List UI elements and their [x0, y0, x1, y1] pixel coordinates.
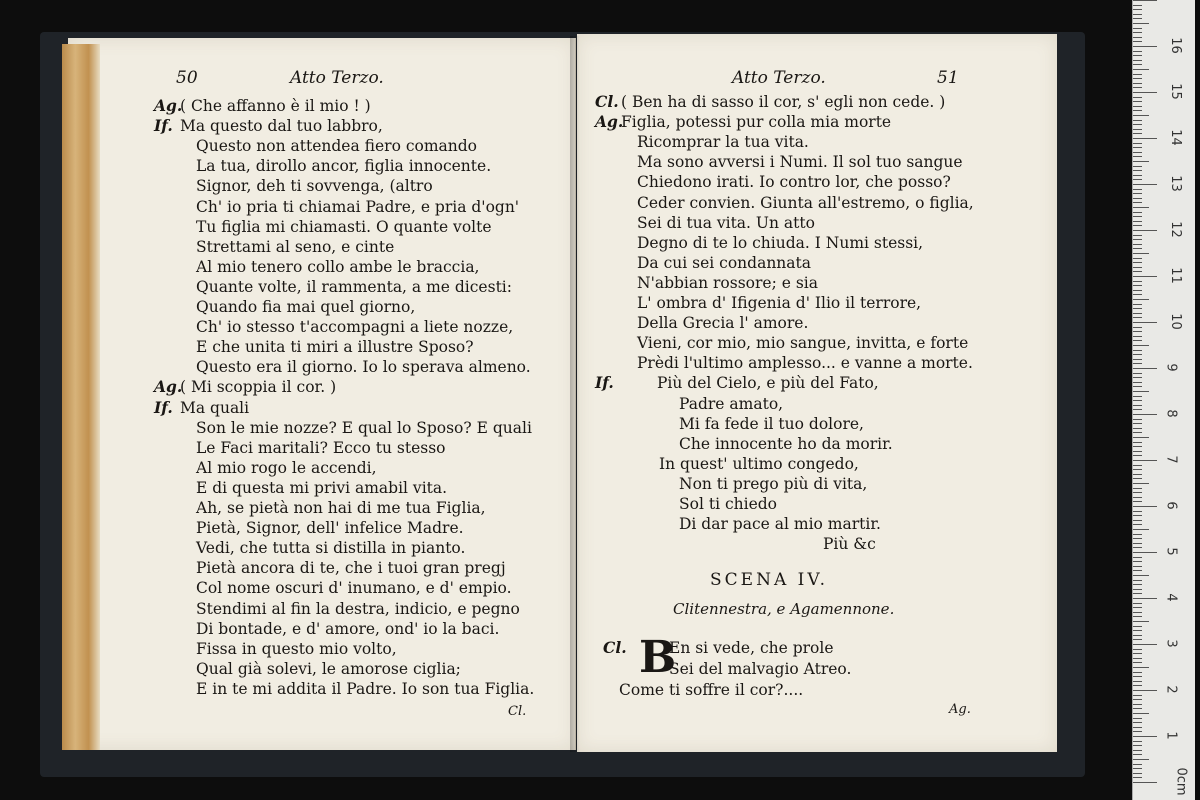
ruler-number: 0cm	[1173, 767, 1189, 796]
verse-text: Questo non attendea fiero comando	[196, 137, 478, 156]
verse-text: Che innocente ho da morir.	[679, 434, 893, 453]
ruler-tick	[1133, 713, 1149, 714]
ruler-tick	[1133, 658, 1142, 659]
ruler-tick	[1133, 754, 1142, 755]
ruler-tick	[1133, 768, 1142, 769]
ruler-tick	[1133, 511, 1142, 512]
ruler-tick	[1133, 212, 1142, 213]
ruler-number: 4	[1163, 593, 1179, 602]
ruler-tick	[1133, 175, 1142, 176]
ruler-tick	[1133, 166, 1142, 167]
ruler-tick	[1133, 193, 1142, 194]
ruler-tick	[1133, 607, 1142, 608]
verse-text: Son le mie nozze? E qual lo Sposo? E quali	[196, 418, 532, 437]
verse-text: Strettami al seno, e cinte	[196, 237, 395, 256]
ruler-tick	[1133, 741, 1142, 742]
ruler-tick	[1133, 649, 1142, 650]
text-line	[154, 96, 371, 116]
text-line	[595, 373, 879, 393]
ruler-tick	[1133, 239, 1142, 240]
verse-text: Ch' io pria ti chiamai Padre, e pria d'ogn'	[196, 197, 520, 216]
ruler-tick	[1133, 557, 1142, 558]
ruler-tick	[1133, 317, 1142, 318]
ruler-tick	[1133, 152, 1142, 153]
ruler-tick	[1133, 354, 1142, 355]
verse-text: Al mio rogo le accendi,	[196, 458, 377, 477]
verse-text: Più &c	[823, 535, 876, 554]
verse-text: Mi fa fede il tuo dolore,	[679, 414, 864, 433]
verse-text: Degno di te lo chiuda. I Numi stessi,	[637, 233, 924, 252]
ruler-tick	[1133, 0, 1157, 1]
ruler-tick	[1133, 313, 1142, 314]
ruler-tick	[1133, 575, 1149, 576]
ruler-tick	[1133, 685, 1142, 686]
ruler-tick	[1133, 55, 1142, 56]
ruler-tick	[1133, 46, 1157, 47]
verse-text: E che unita ti miri a illustre Sposo?	[196, 338, 474, 357]
verse-text: Di bontade, e d' amore, ond' io la baci.	[196, 619, 500, 638]
ruler-tick	[1133, 419, 1142, 420]
scene-persons: Clitennestra, e Agamennone.	[673, 600, 895, 618]
ruler-tick	[1133, 60, 1142, 61]
verse-text: Più del Cielo, e più del Fato,	[657, 374, 879, 393]
verse-text: En si vede, che prole	[669, 639, 834, 657]
ruler-tick	[1133, 708, 1142, 709]
ruler-tick	[1133, 704, 1142, 705]
ruler-number: 14	[1167, 129, 1183, 146]
verse-text: Ricomprar la tua vita.	[637, 133, 809, 152]
ruler-tick	[1133, 699, 1142, 700]
speaker-label: If.	[595, 373, 614, 393]
verse-text: Al mio tenero collo ambe le braccia,	[196, 257, 480, 276]
ruler-tick	[1133, 580, 1142, 581]
ruler-tick	[1133, 442, 1142, 443]
ruler-tick	[1133, 561, 1142, 562]
ruler-number: 15	[1167, 83, 1183, 100]
ruler-tick	[1133, 23, 1149, 24]
speaker-label: If.	[154, 116, 173, 136]
verse-text: Ma sono avversi i Numi. Il sol tuo sangue	[637, 153, 963, 172]
ruler-tick	[1133, 308, 1142, 309]
text-line	[154, 397, 250, 418]
ruler-number: 5	[1163, 547, 1179, 556]
ruler-tick	[1133, 667, 1149, 668]
verse-text: Ma questo dal tuo labbro,	[180, 117, 383, 136]
speaker-label: Ag.	[595, 112, 624, 132]
ruler-tick	[1133, 28, 1142, 29]
ruler-tick	[1133, 202, 1142, 203]
verse-text: Quante volte, il rammenta, a me dicesti:	[196, 277, 512, 296]
ruler-tick	[1133, 124, 1142, 125]
ruler-tick	[1133, 363, 1142, 364]
ruler-tick	[1133, 101, 1142, 102]
speaker-label: Ag.	[154, 96, 183, 115]
verse-text: Questo era il giorno. Io lo sperava almeno.	[196, 358, 531, 377]
ruler-tick	[1133, 612, 1142, 613]
ruler-number: 6	[1163, 501, 1179, 510]
ruler-tick	[1133, 635, 1142, 636]
ruler-number: 10	[1167, 313, 1183, 330]
verse-text: Pietà ancora di te, che i tuoi gran pregj	[196, 559, 506, 578]
text-line	[595, 92, 946, 112]
ruler-tick	[1133, 120, 1142, 121]
ruler-tick	[1133, 437, 1149, 438]
ruler-tick	[1133, 281, 1142, 282]
ruler-tick	[1133, 524, 1142, 525]
ruler-tick	[1133, 639, 1142, 640]
ruler-tick	[1133, 304, 1142, 305]
verse-text: Qual già solevi, le amorose ciglia;	[196, 659, 461, 678]
verse-text: Non ti prego più di vita,	[679, 474, 868, 493]
ruler-tick	[1133, 235, 1142, 236]
ruler-tick	[1133, 506, 1157, 507]
ruler-tick	[1133, 271, 1142, 272]
verse-text: Vedi, che tutta si distilla in pianto.	[196, 539, 466, 558]
verse-text: Di dar pace al mio martir.	[679, 515, 881, 534]
ruler-tick	[1133, 350, 1142, 351]
ruler-tick	[1133, 676, 1142, 677]
ruler-tick	[1133, 589, 1142, 590]
ruler-tick	[1133, 368, 1157, 369]
verse-text: La tua, dirollo ancor, figlia innocente.	[196, 157, 492, 176]
speaker-label: Ag.	[154, 377, 183, 397]
verse-text: Della Grecia l' amore.	[637, 314, 809, 333]
ruler-tick	[1133, 644, 1157, 645]
ruler-tick	[1133, 497, 1142, 498]
ruler-tick	[1133, 161, 1149, 162]
ruler-tick	[1133, 681, 1142, 682]
ruler-tick	[1133, 396, 1142, 397]
ruler-tick	[1133, 529, 1149, 530]
ruler-tick	[1133, 258, 1142, 259]
speaker-label: Cl.	[603, 638, 627, 657]
ruler-tick	[1133, 373, 1142, 374]
speaker-label: If.	[154, 397, 173, 417]
verse-text: Chiedono irati. Io contro lor, che posso?	[637, 173, 951, 192]
ruler-tick	[1133, 51, 1142, 52]
ruler-tick	[1133, 129, 1142, 130]
ruler-tick	[1133, 538, 1142, 539]
ruler-tick	[1133, 184, 1157, 185]
ruler-tick	[1133, 87, 1142, 88]
ruler-tick	[1133, 731, 1142, 732]
text-line	[154, 116, 383, 136]
ruler-tick	[1133, 9, 1142, 10]
ruler-tick	[1133, 18, 1142, 19]
ruler-tick	[1133, 138, 1157, 139]
ruler-number: 11	[1167, 267, 1183, 284]
ruler-tick	[1133, 552, 1157, 553]
ruler-tick	[1133, 446, 1142, 447]
ruler-tick	[1133, 37, 1142, 38]
ruler-tick	[1133, 566, 1142, 567]
ruler-tick	[1133, 773, 1142, 774]
verse-text: Prèdi l'ultimo amplesso... e vanne a morte.	[637, 354, 973, 373]
ruler-tick	[1133, 745, 1142, 746]
ruler-tick	[1133, 690, 1157, 691]
verse-text: Le Faci maritali? Ecco tu stesso	[196, 438, 446, 457]
left-page	[68, 38, 576, 750]
ruler-tick	[1133, 515, 1142, 516]
ruler-tick	[1133, 483, 1149, 484]
ruler-number: 2	[1163, 685, 1179, 694]
ruler-tick	[1133, 207, 1149, 208]
ruler-tick	[1133, 777, 1142, 778]
ruler-tick	[1133, 501, 1142, 502]
verse-text: E in te mi addita il Padre. Io son tua Figlia.	[196, 679, 535, 698]
ruler-number: 13	[1167, 175, 1183, 192]
scene-title: SCENA IV.	[710, 570, 829, 590]
ruler-tick	[1133, 170, 1142, 171]
ruler-tick	[1133, 428, 1142, 429]
verse-text: Ch' io stesso t'accompagni a liete nozze,	[196, 318, 514, 337]
ruler-tick	[1133, 267, 1142, 268]
verse-text: ( Che affanno è il mio ! )	[180, 97, 371, 115]
ruler-tick	[1133, 179, 1142, 180]
ruler-tick	[1133, 294, 1142, 295]
ruler-tick	[1133, 299, 1149, 300]
ruler-tick	[1133, 414, 1157, 415]
verse-text: N'abbian rossore; e sia	[637, 273, 818, 292]
verse-text: Sei del malvagio Atreo.	[669, 660, 852, 678]
ruler-tick	[1133, 455, 1142, 456]
verse-text: Sei di tua vita. Un atto	[637, 213, 815, 232]
verse-text: Ceder convien. Giunta all'estremo, o figlia,	[637, 193, 974, 212]
verse-text: In quest' ultimo congedo,	[659, 454, 859, 473]
ruler-tick	[1133, 92, 1157, 93]
ruler-tick	[1133, 736, 1157, 737]
ruler-tick	[1133, 616, 1142, 617]
ruler-tick	[1133, 750, 1142, 751]
ruler-tick	[1133, 405, 1142, 406]
ruler-tick	[1133, 5, 1142, 6]
ruler-tick	[1133, 534, 1142, 535]
verse-text: E di questa mi privi amabil vita.	[196, 478, 448, 497]
ruler-tick	[1133, 83, 1142, 84]
ruler-tick	[1133, 400, 1142, 401]
ruler-tick	[1133, 377, 1142, 378]
ruler-tick	[1133, 225, 1142, 226]
ruler-tick	[1133, 345, 1149, 346]
ruler-tick	[1133, 759, 1149, 760]
drop-cap: B	[639, 632, 677, 683]
verse-text: Tu figlia mi chiamasti. O quante volte	[196, 217, 492, 236]
left-running-head: Atto Terzo.	[290, 68, 384, 88]
ruler-tick	[1133, 423, 1142, 424]
ruler-tick	[1133, 718, 1142, 719]
ruler-tick	[1133, 488, 1142, 489]
ruler-tick	[1133, 133, 1142, 134]
ruler-tick	[1133, 782, 1157, 783]
ruler-tick	[1133, 764, 1142, 765]
verse-text: Padre amato,	[679, 394, 784, 413]
ruler-tick	[1133, 653, 1142, 654]
ruler-tick	[1133, 598, 1157, 599]
verse-text: Pietà, Signor, dell' infelice Madre.	[196, 519, 464, 538]
ruler-tick	[1133, 722, 1142, 723]
ruler-number: 7	[1163, 455, 1179, 464]
verse-text: ( Mi scoppia il cor. )	[180, 378, 337, 397]
ruler-tick	[1133, 672, 1142, 673]
ruler-number: 3	[1163, 639, 1179, 648]
verse-text: Come ti soffre il cor?....	[619, 681, 804, 699]
ruler-tick	[1133, 216, 1142, 217]
verse-text: Ah, se pietà non hai di me tua Figlia,	[196, 499, 486, 517]
ruler-tick	[1133, 386, 1142, 387]
ruler-tick	[1133, 285, 1142, 286]
ruler-tick	[1133, 41, 1142, 42]
ruler-tick	[1133, 106, 1142, 107]
measuring-ruler	[1132, 0, 1195, 800]
right-running-head: Atto Terzo.	[732, 68, 826, 88]
ruler-tick	[1133, 189, 1142, 190]
ruler-tick	[1133, 78, 1142, 79]
ruler-tick	[1133, 69, 1149, 70]
ruler-tick	[1133, 543, 1142, 544]
ruler-tick	[1133, 147, 1142, 148]
ruler-tick	[1133, 32, 1142, 33]
ruler-number: 1	[1163, 731, 1179, 740]
ruler-tick	[1133, 244, 1142, 245]
ruler-tick	[1133, 492, 1142, 493]
left-catchword: Cl.	[508, 704, 527, 719]
verse-text: L' ombra d' Ifigenia d' Ilio il terrore,	[637, 294, 922, 312]
ruler-tick	[1133, 322, 1157, 323]
ruler-tick	[1133, 727, 1142, 728]
ruler-tick	[1133, 695, 1142, 696]
verse-text: Col nome oscuri d' inumano, e d' empio.	[196, 579, 512, 598]
verse-text: Vieni, cor mio, mio sangue, invitta, e forte	[637, 334, 969, 353]
ruler-tick	[1133, 593, 1142, 594]
ruler-number: 12	[1167, 221, 1183, 238]
ruler-tick	[1133, 432, 1142, 433]
ruler-tick	[1133, 621, 1149, 622]
verse-text: Quando fia mai quel giorno,	[196, 298, 416, 316]
ruler-tick	[1133, 478, 1142, 479]
text-line	[595, 112, 892, 132]
ruler-tick	[1133, 340, 1142, 341]
ruler-tick	[1133, 64, 1142, 65]
ruler-tick	[1133, 115, 1149, 116]
right-page	[577, 34, 1057, 752]
ruler-number: 9	[1163, 363, 1179, 372]
right-catchword: Ag.	[949, 702, 971, 717]
ruler-tick	[1133, 253, 1149, 254]
ruler-tick	[1133, 547, 1142, 548]
ruler-number: 16	[1167, 37, 1183, 54]
page-edge	[62, 44, 100, 750]
right-page-number: 51	[937, 68, 959, 88]
ruler-tick	[1133, 469, 1142, 470]
verse-text: Ma quali	[180, 398, 250, 417]
verse-text: Da cui sei condannata	[637, 253, 811, 272]
left-page-number: 50	[176, 68, 198, 88]
ruler-tick	[1133, 409, 1142, 410]
text-line	[154, 377, 337, 397]
ruler-tick	[1133, 359, 1142, 360]
ruler-tick	[1133, 221, 1142, 222]
ruler-number: 8	[1163, 409, 1179, 418]
ruler-tick	[1133, 327, 1142, 328]
ruler-tick	[1133, 474, 1142, 475]
ruler-tick	[1133, 230, 1157, 231]
ruler-tick	[1133, 465, 1142, 466]
ruler-tick	[1133, 198, 1142, 199]
verse-text: Figlia, potessi pur colla mia morte	[621, 113, 892, 132]
ruler-tick	[1133, 248, 1142, 249]
ruler-tick	[1133, 603, 1142, 604]
ruler-tick	[1133, 662, 1142, 663]
ruler-tick	[1133, 584, 1142, 585]
ruler-tick	[1133, 460, 1157, 461]
verse-text: Stendimi al fin la destra, indicio, e pegno	[196, 599, 520, 618]
verse-text: Sol ti chiedo	[679, 495, 777, 513]
ruler-tick	[1133, 391, 1149, 392]
ruler-tick	[1133, 143, 1142, 144]
ruler-tick	[1133, 110, 1142, 111]
ruler-tick	[1133, 14, 1142, 15]
ruler-tick	[1133, 97, 1142, 98]
ruler-tick	[1133, 382, 1142, 383]
ruler-tick	[1133, 520, 1142, 521]
ruler-tick	[1133, 451, 1142, 452]
ruler-tick	[1133, 331, 1142, 332]
ruler-tick	[1133, 626, 1142, 627]
ruler-tick	[1133, 74, 1142, 75]
ruler-tick	[1133, 276, 1157, 277]
ruler-tick	[1133, 336, 1142, 337]
ruler-tick	[1133, 156, 1142, 157]
book-gutter	[570, 36, 582, 752]
speaker-label: Cl.	[595, 92, 619, 111]
verse-text: Signor, deh ti sovvenga, (altro	[196, 177, 433, 196]
ruler-tick	[1133, 630, 1142, 631]
verse-text: Fissa in questo mio volto,	[196, 639, 397, 658]
ruler-tick	[1133, 570, 1142, 571]
ruler-tick	[1133, 262, 1142, 263]
verse-text: ( Ben ha di sasso il cor, s' egli non cede. )	[621, 93, 946, 111]
ruler-tick	[1133, 290, 1142, 291]
